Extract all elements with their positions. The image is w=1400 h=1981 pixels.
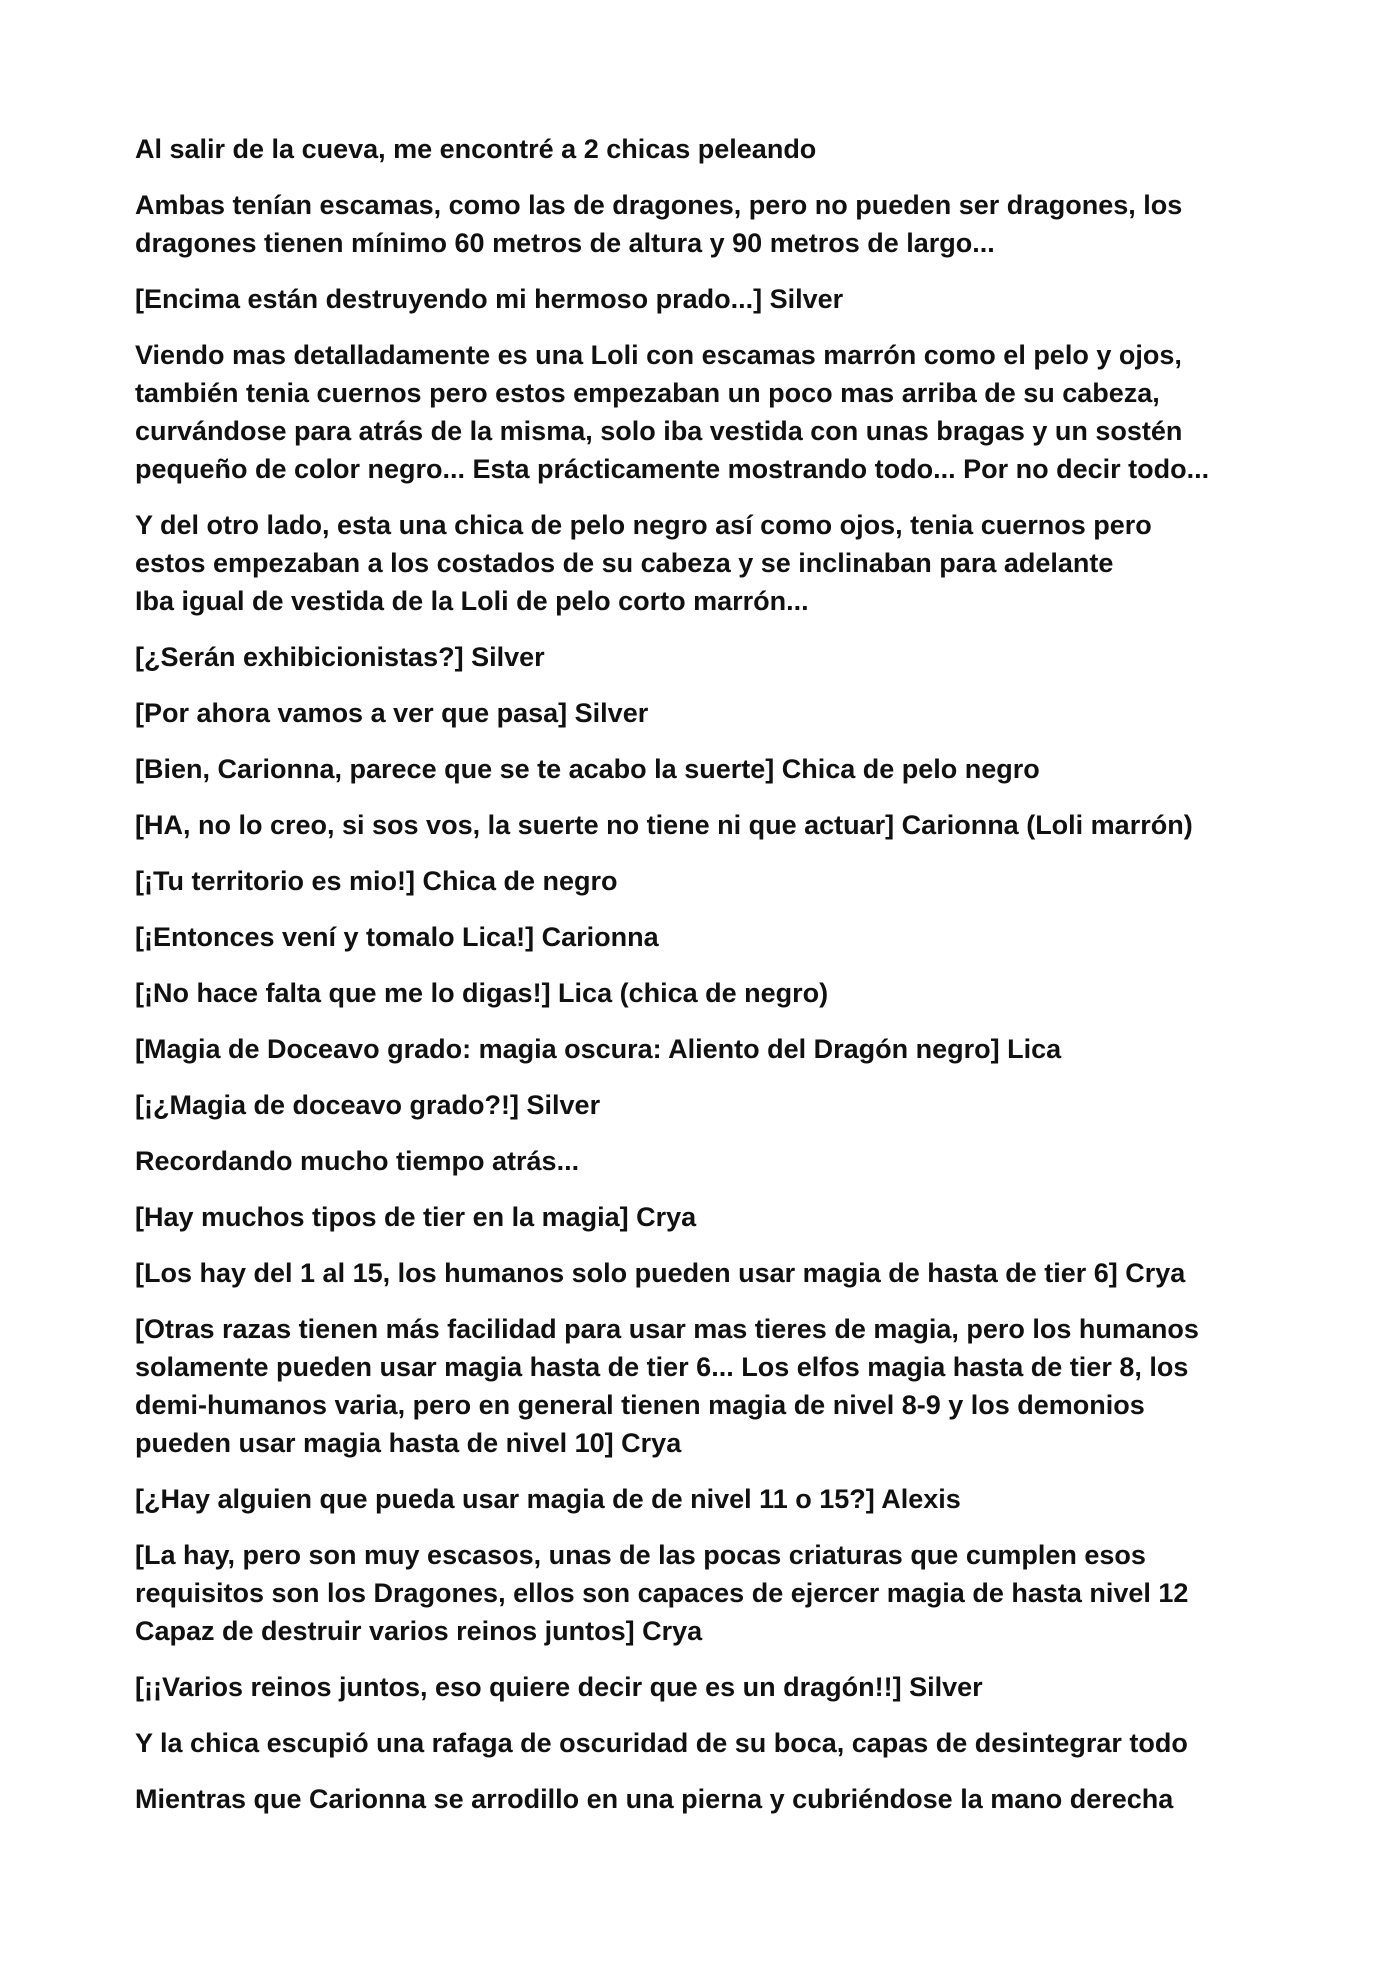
text-line: [HA, no lo creo, si sos vos, la suerte no tiene ni que actuar] Carionna (Loli marrón) (135, 810, 1193, 840)
text-line: [Encima están destruyendo mi hermoso prado...] Silver (135, 284, 844, 314)
text-line: [¡¡Varios reinos juntos, eso quiere decir que es un dragón!!] Silver (135, 1672, 983, 1702)
text-paragraph (135, 1780, 1275, 1818)
text-line: pueden usar magia hasta de nivel 10] Crya (135, 1428, 682, 1458)
text-line: [¡Entonces vení y tomalo Lica!] Carionna (135, 922, 659, 952)
text-line: [¡No hace falta que me lo digas!] Lica (chica de negro) (135, 978, 829, 1008)
text-line: [¿Serán exhibicionistas?] Silver (135, 642, 545, 672)
text-line: curvándose para atrás de la misma, solo iba vestida con unas bragas y un sostén (135, 416, 1183, 446)
document-body (135, 130, 1275, 1836)
text-line: Viendo mas detalladamente es una Loli con escamas marrón como el pelo y ojos, (135, 340, 1182, 370)
text-line: pequeño de color negro... Esta prácticamente mostrando todo... Por no decir todo... (135, 454, 1210, 484)
text-line: demi-humanos varia, pero en general tienen magia de nivel 8-9 y los demonios (135, 1390, 1145, 1420)
text-paragraph (135, 280, 1275, 318)
text-line: Y la chica escupió una rafaga de oscuridad de su boca, capas de desintegrar todo (135, 1728, 1188, 1758)
text-line: Al salir de la cueva, me encontré a 2 chicas peleando (135, 134, 817, 164)
text-line: Recordando mucho tiempo atrás... (135, 1146, 580, 1176)
text-line: dragones tienen mínimo 60 metros de altura y 90 metros de largo... (135, 228, 995, 258)
text-paragraph (135, 1536, 1275, 1650)
text-line: también tenia cuernos pero estos empezaban un poco mas arriba de su cabeza, (135, 378, 1160, 408)
text-paragraph (135, 186, 1275, 262)
text-line: [Otras razas tienen más facilidad para usar mas tieres de magia, pero los humanos (135, 1314, 1199, 1344)
text-line: Iba igual de vestida de la Loli de pelo corto marrón... (135, 586, 809, 616)
text-paragraph (135, 974, 1275, 1012)
text-paragraph (135, 506, 1275, 620)
text-paragraph (135, 1198, 1275, 1236)
text-paragraph (135, 1310, 1275, 1462)
text-paragraph (135, 806, 1275, 844)
text-paragraph (135, 1480, 1275, 1518)
text-line: [Hay muchos tipos de tier en la magia] Crya (135, 1202, 697, 1232)
text-line: [Por ahora vamos a ver que pasa] Silver (135, 698, 649, 728)
text-paragraph (135, 862, 1275, 900)
text-line: Capaz de destruir varios reinos juntos] Crya (135, 1616, 703, 1646)
text-paragraph (135, 336, 1275, 488)
text-paragraph (135, 1668, 1275, 1706)
text-line: [Magia de Doceavo grado: magia oscura: Aliento del Dragón negro] Lica (135, 1034, 1062, 1064)
text-line: Mientras que Carionna se arrodillo en una pierna y cubriéndose la mano derecha (135, 1784, 1174, 1814)
text-paragraph (135, 130, 1275, 168)
text-paragraph (135, 1086, 1275, 1124)
text-line: requisitos son los Dragones, ellos son capaces de ejercer magia de hasta nivel 12 (135, 1578, 1189, 1608)
text-line: [Bien, Carionna, parece que se te acabo la suerte] Chica de pelo negro (135, 754, 1040, 784)
text-paragraph (135, 918, 1275, 956)
text-line: Y del otro lado, esta una chica de pelo negro así como ojos, tenia cuernos pero (135, 510, 1152, 540)
text-paragraph (135, 750, 1275, 788)
text-paragraph (135, 1142, 1275, 1180)
text-paragraph (135, 638, 1275, 676)
text-paragraph (135, 1030, 1275, 1068)
text-paragraph (135, 1254, 1275, 1292)
text-line: [La hay, pero son muy escasos, unas de las pocas criaturas que cumplen esos (135, 1540, 1146, 1570)
text-line: [Los hay del 1 al 15, los humanos solo pueden usar magia de hasta de tier 6] Crya (135, 1258, 1186, 1288)
text-line: [¿Hay alguien que pueda usar magia de de nivel 11 o 15?] Alexis (135, 1484, 961, 1514)
text-line: Ambas tenían escamas, como las de dragones, pero no pueden ser dragones, los (135, 190, 1183, 220)
text-line: estos empezaban a los costados de su cabeza y se inclinaban para adelante (135, 548, 1114, 578)
text-line: solamente pueden usar magia hasta de tier 6... Los elfos magia hasta de tier 8, los (135, 1352, 1189, 1382)
text-line: [¡Tu territorio es mio!] Chica de negro (135, 866, 618, 896)
text-paragraph (135, 694, 1275, 732)
text-line: [¡¿Magia de doceavo grado?!] Silver (135, 1090, 601, 1120)
text-paragraph (135, 1724, 1275, 1762)
